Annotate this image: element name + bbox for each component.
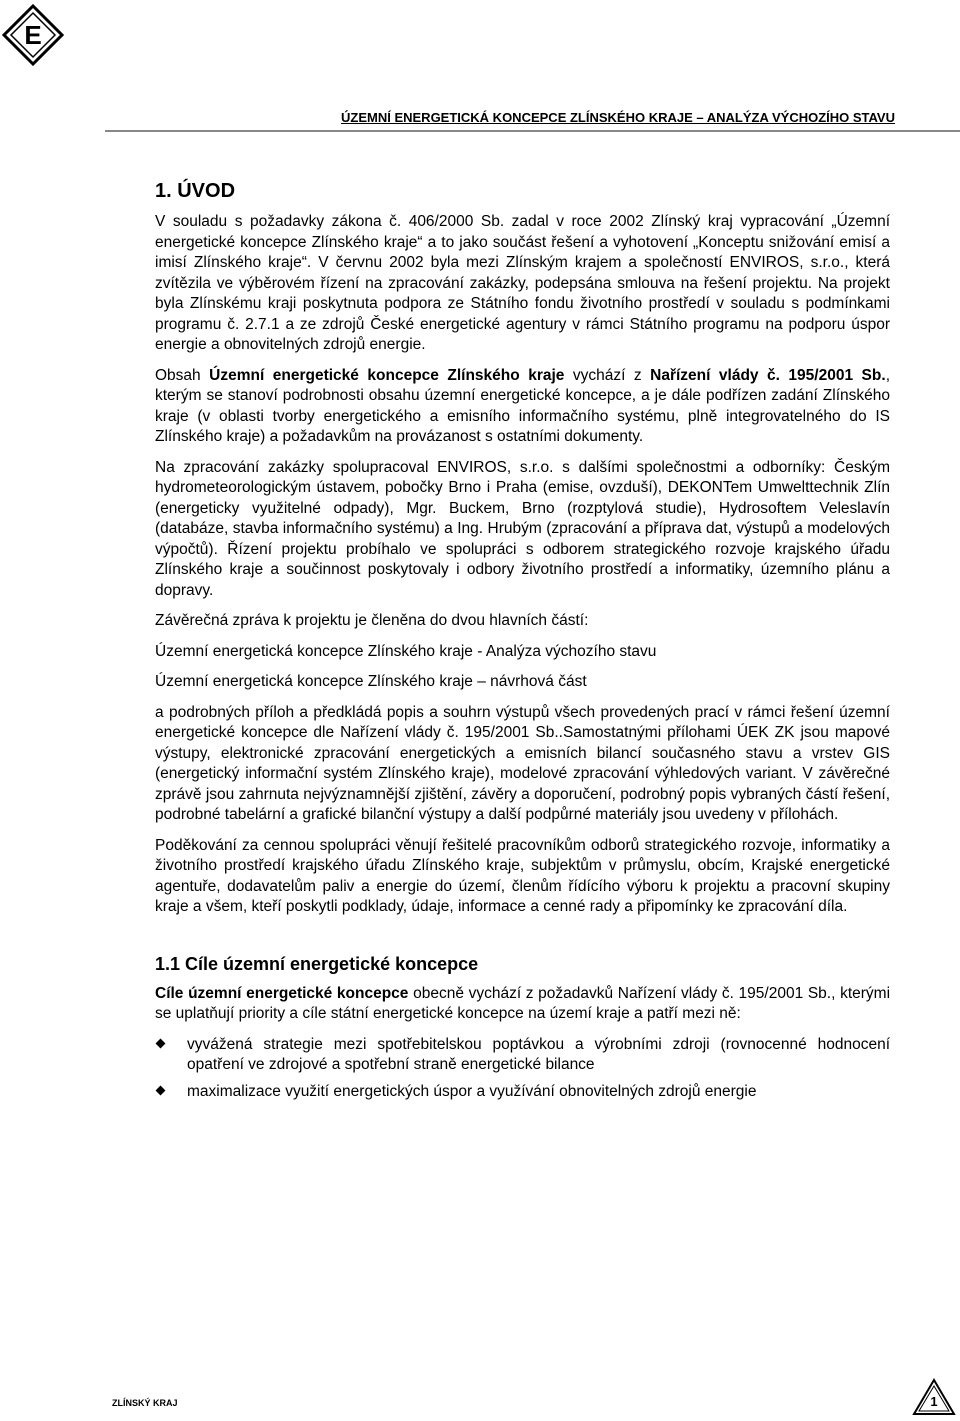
diamond-bullet-icon — [156, 1038, 166, 1048]
document-body — [155, 178, 890, 1108]
section-heading-goals: 1.1 Cíle územní energetické koncepce — [155, 953, 479, 974]
list-item: vyvážená strategie mezi spotřebitelskou poptávkou a výrobními zdroji (rovnocenné hodnocení opatření ve zdrojové a spotřební straně energetické bilance — [155, 1035, 890, 1076]
paragraph-intro: V souladu s požadavky zákona č. 406/2000 Sb. zadal v roce 2002 Zlínský kraj vypracování „Územní energetické koncepce Zlínského kraje“ a to jako součást řešení a vyhotovení „Konceptu snižování emisí a imisí Zlínského kraje“. V červnu 2002 byla mezi Zlínským krajem a společností ENVIROS, s.r.o., která zvítězila ve výběrovém řízení na zpracování zakázky, podepsána smlouva na řešení projektu. Na projekt byla Zlínskému kraji poskytnuta podpora ze Státního fondu životního prostředí v souladu s podmínkami programu č. 2.7.1 a ze zdrojů České energetické agentury v rámci Státního programu na podporu úspor energie a obnovitelných zdrojů energie. — [155, 213, 890, 353]
diamond-bullet-icon — [156, 1085, 166, 1095]
section-heading-uvod: 1. ÚVOD — [155, 180, 236, 202]
bold-goals: Cíle územní energetické koncepce — [155, 984, 409, 1002]
paragraph-appendices: a podrobných příloh a předkládá popis a souhrn výstupů všech provedených prací v rámci řešení územní energetické koncepce dle Nařízení vlády č. 195/2001 Sb..Samostatnými přílohami ÚEK ZK jsou mapové výstupy, elektronické zpracování energetických a emisních bilancí současného stavu a vrstev GIS (energetický informační systém Zlínského kraje), modelové zpracování výhledových variant. V závěrečné zprávě jsou zahrnuta nejvýznamnější zjištění, závěry a doporučení, podrobný popis vybraných částí řešení, podrobné tabelární a grafické bilanční výstupy a další podpůrné materiály jsou uvedeny v přílohách. — [155, 703, 890, 823]
page-number: 1 — [930, 1394, 938, 1409]
page-number-badge — [912, 1378, 956, 1416]
list-item: maximalizace využití energetických úspor a využívání obnovitelných zdrojů energie — [155, 1082, 890, 1103]
goals-list — [155, 1035, 890, 1103]
paragraph-acknowledgement: Poděkování za cennou spolupráci věnují řešitelé pracovníkům odborů strategického rozvoje, informatiky a životního prostředí krajského úřadu Zlínského kraje, subjektům v průmyslu, obcím, Krajské energetické agentuře, dodavatelům paliv a energie do území, členům řídícího výboru k projektu a pracovní skupiny kraje a všem, kteří poskytli podklady, údaje, informace a cenné rady a připomínky ke zpracování díla. — [155, 836, 890, 915]
bold-concept-name: Územní energetické koncepce Zlínského kraje — [209, 366, 565, 384]
paragraph-cooperation: Na zpracování zakázky spolupracoval ENVIROS, s.r.o. s dalšími společnostmi a odborníky: Českým hydrometeorologickým ústavem, pobočky Brno i Praha (emise, ovzduší), DEKONTem Umwelttechnik Zlín (energeticky využitelné odpady), Mgr. Buckem, Brno (rozptylová studie), Hydrosoftem Veleslavín (databáze, stavba informačního systému) a Ing. Hrubým (zpracování a příprava dat, výstupů a modelových výpočtů). Řízení projektu probíhalo ve spolupráci s odborem strategického rozvoje krajského úřadu Zlínského kraje a součinnost poskytovaly i odbory životního prostředí a informatiky, územního plánu a dopravy. — [155, 458, 890, 599]
paragraph-goals: Cíle územní energetické koncepce obecně vychází z požadavků Nařízení vlády č. 195/2001 Sb., kterými se uplatňují priority a cíle státní energetické koncepce na území kraje a patří mezi ně: — [155, 984, 891, 1022]
bold-regulation: Nařízení vlády č. 195/2001 Sb. — [650, 366, 886, 384]
header-rule — [105, 130, 960, 132]
footer-region-name: ZLÍNSKÝ KRAJ — [112, 1398, 178, 1408]
paragraph-part-analysis: Územní energetická koncepce Zlínského kraje - Analýza výchozího stavu — [155, 642, 657, 660]
logo-letter: E — [24, 20, 42, 50]
document-header-title: ÚZEMNÍ ENERGETICKÁ KONCEPCE ZLÍNSKÉHO KRAJE – ANALÝZA VÝCHOZÍHO STAVU — [341, 110, 895, 125]
paragraph-part-proposal: Územní energetická koncepce Zlínského kraje – návrhová část — [155, 673, 587, 690]
enviros-logo — [2, 4, 64, 66]
paragraph-content-basis: Obsah Územní energetické koncepce Zlínského kraje vychází z Nařízení vlády č. 195/2001 Sb., kterým se stanoví podrobnosti obsahu územní energetické koncepce, a je dále podřízen zadání Zlínského kraje (v oblasti tvorby energetického a emisního informačního systému, plně integrovatelného do IS Zlínského kraje) a požadavkům na provázanost s ostatními dokumenty. — [155, 366, 890, 445]
paragraph-report-structure: Závěrečná zpráva k projektu je členěna do dvou hlavních částí: — [155, 612, 589, 629]
